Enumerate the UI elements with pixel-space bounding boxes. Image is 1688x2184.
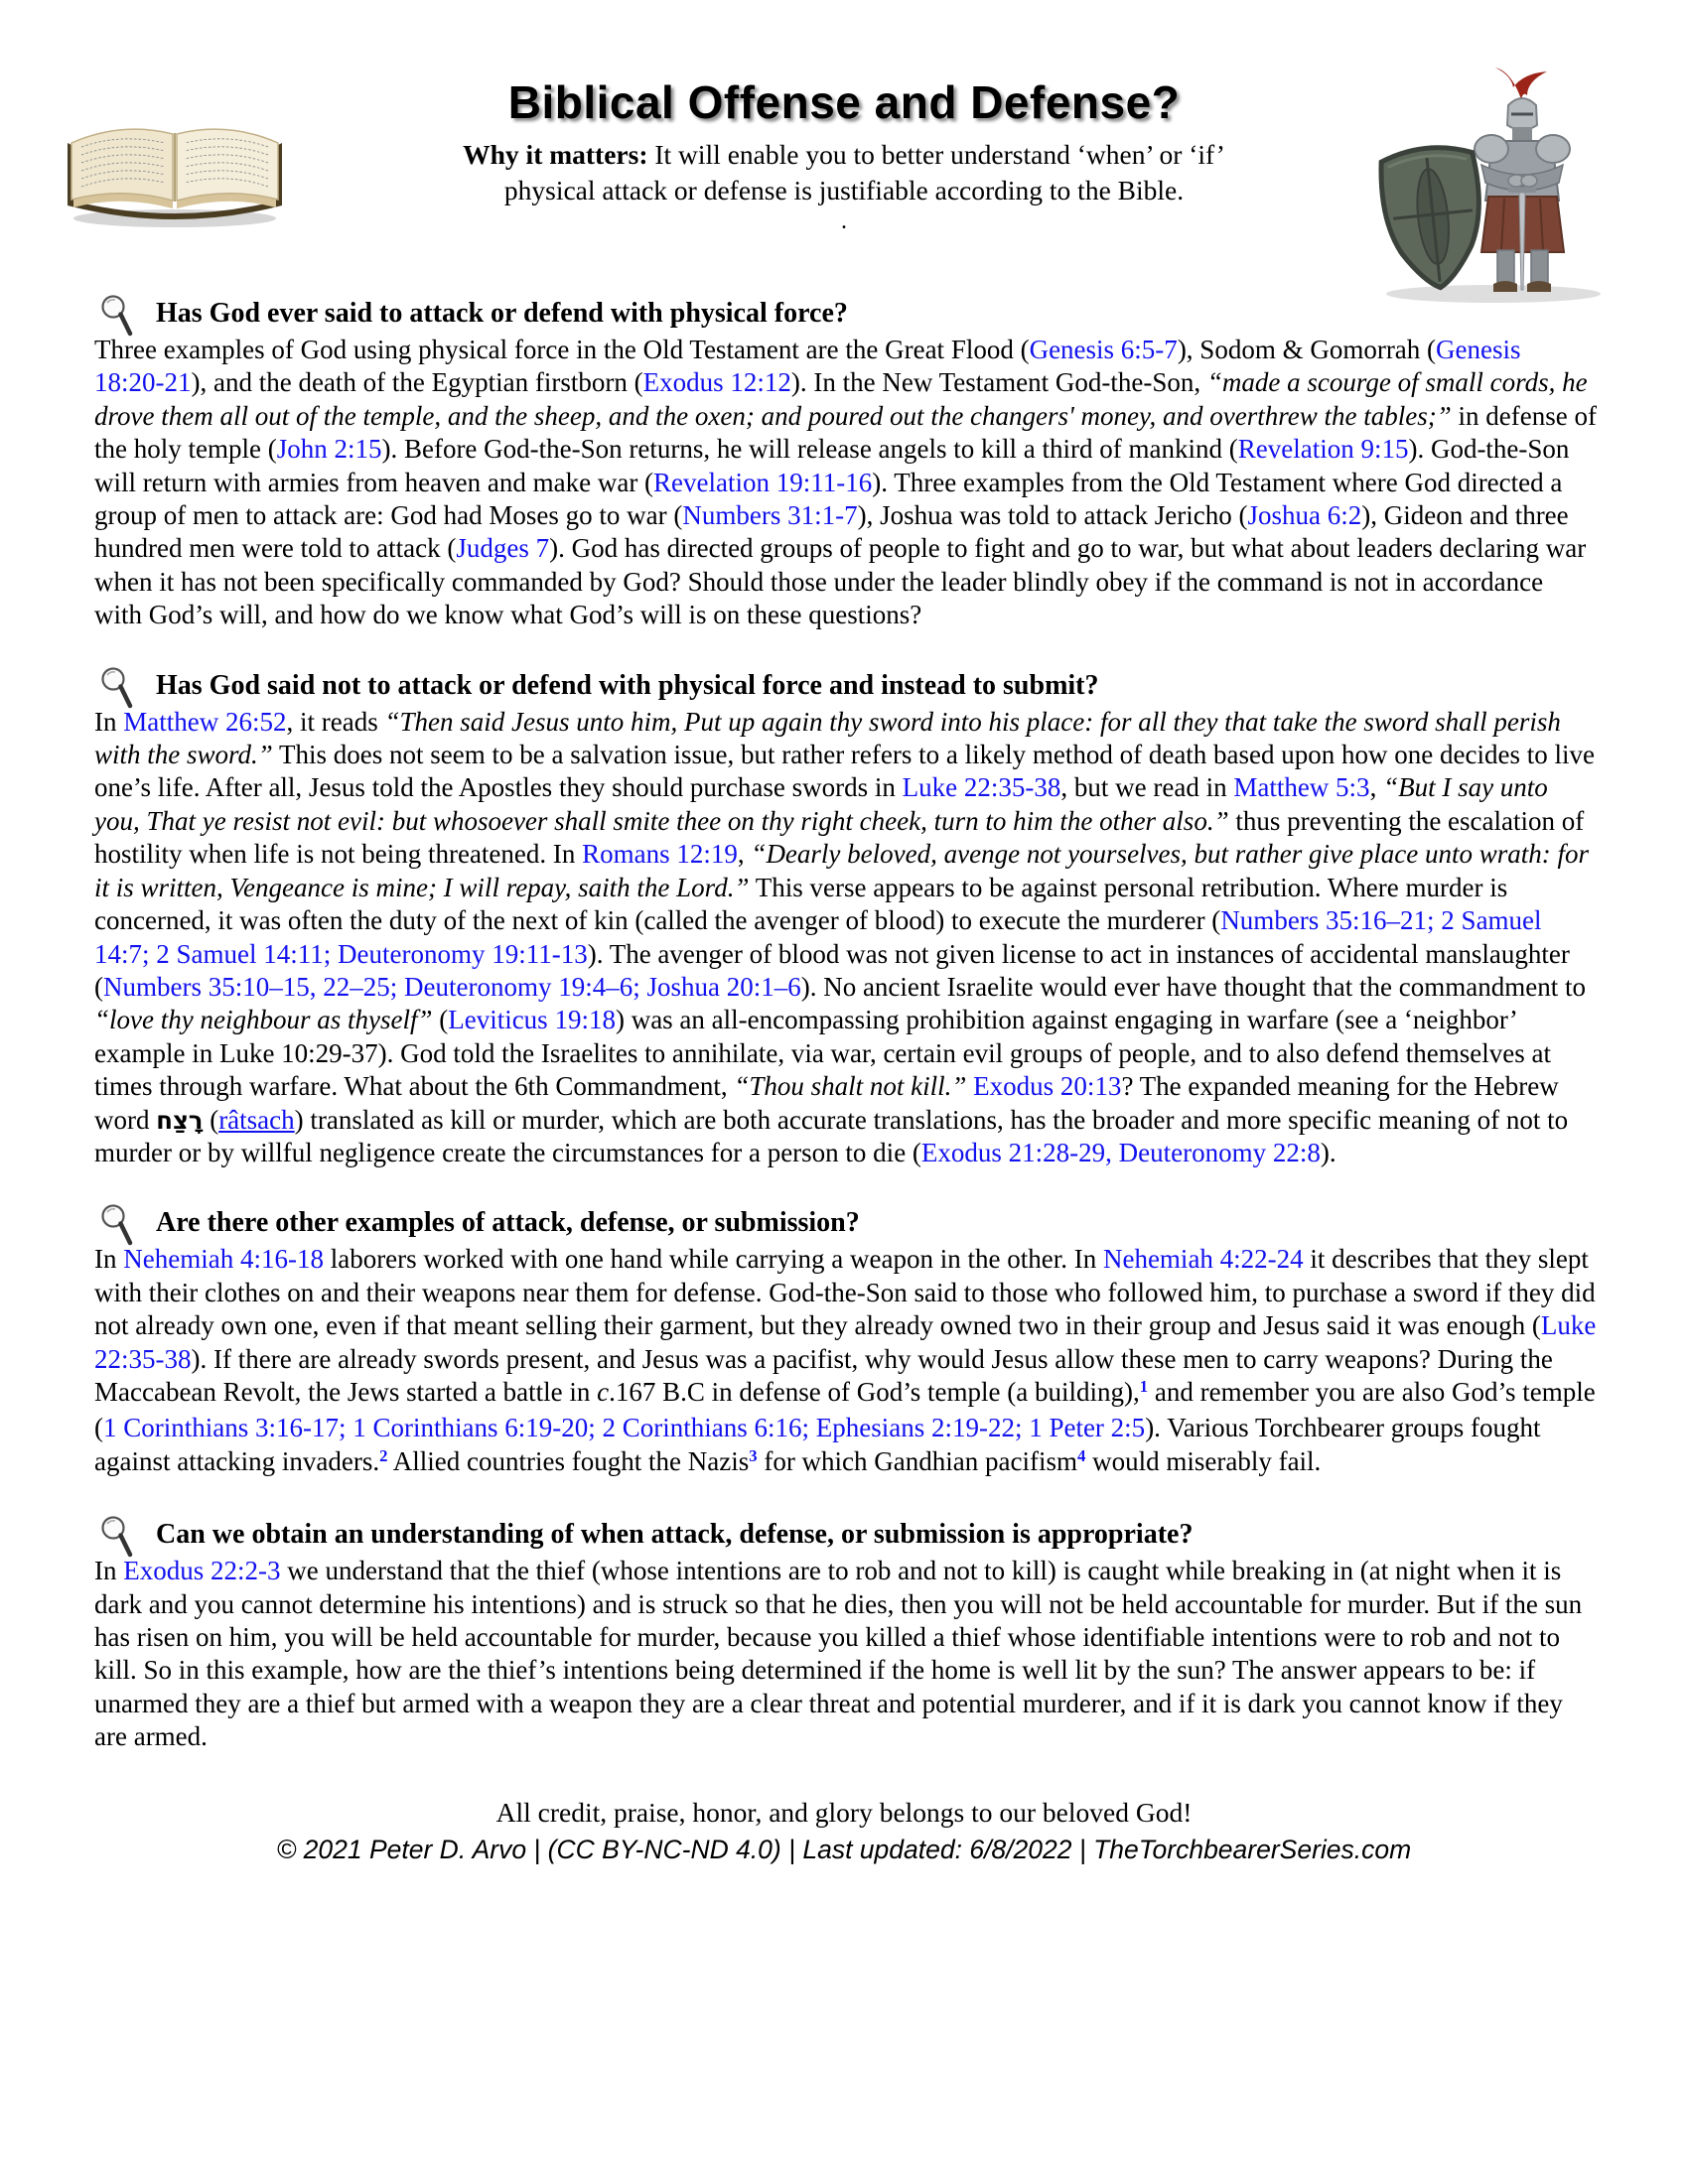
italic-quote-text: “Then said Jesus unto him, Put up again thy sword into his place: for all they that take the sword shall perish with the sword.” [94,706,1561,770]
footer-copyright-line [0,1830,1688,1869]
section-paragraph [94,1243,1597,1481]
paragraph-text: Allied countries fought the Nazis [387,1445,750,1476]
magnifier-icon [100,666,136,722]
scripture-reference-link[interactable]: Exodus 21:28-29, Deuteronomy 22:8 [920,1137,1321,1167]
paragraph-text: | [780,1834,803,1864]
footnote-link[interactable]: 4 [1076,1445,1086,1465]
scripture-reference-link[interactable]: Numbers 35:16–21; 2 Samuel 14:7; 2 Samuel 14:11; Deuteronomy 19:11-13 [94,905,1542,969]
paragraph-text: ). God-the-Son will return with armies from heaven and make war ( [94,434,1570,497]
section-paragraph [94,706,1597,1170]
scripture-reference-link[interactable]: Leviticus 19:18 [448,1005,616,1035]
scripture-reference-link[interactable]: Romans 12:19 [582,839,738,870]
section [94,296,1597,632]
scripture-reference-link[interactable]: Matthew 5:3 [1233,772,1370,803]
paragraph-text: ), Gideon and three hundred men were told to attack ( [94,500,1569,564]
paragraph-text: This verse appears to be against personal retribution. Where murder is concerned, it was often the duty of the next of kin (called the avenger of blood) to execute the murderer ( [94,872,1508,936]
scripture-reference-link[interactable]: John 2:15 [276,434,382,465]
paragraph-text: would miserably fail. [1085,1445,1322,1476]
section-heading-text: Are there other examples of attack, defense, or submission? [156,1207,860,1239]
scripture-reference-link[interactable]: Exodus 22:2-3 [123,1556,281,1586]
subtitle-lead-in: Why it matters: [463,139,648,170]
section-heading-text: Has God said not to attack or defend with physical force and instead to submit? [156,669,1099,701]
paragraph-text: ), and the death of the Egyptian firstborn ( [191,367,643,398]
footer [0,1796,1688,1869]
paragraph-text: ). God has directed groups of people to fight and go to war, but what about leaders declaring war when it has not been specifically commanded by God? Should those under the leader blindly obey if the command is not in accordance with God’s will, and how do we know what God’s will is on these questions? [94,533,1587,630]
section [94,1517,1597,1753]
section-heading-text: Can we obtain an understanding of when attack, defense, or submission is appropriate? [156,1519,1194,1551]
italic-quote-text: c [597,1376,610,1407]
subtitle-text: It will enable you to better understand ‘when’ or ‘if’ [647,139,1225,170]
site-link[interactable]: TheTorchbearerSeries.com [1093,1834,1412,1864]
footnote-link[interactable]: 1 [1139,1376,1149,1396]
scripture-reference-link[interactable]: Genesis 6:5-7 [1029,335,1178,364]
magnifier-icon [100,1515,136,1570]
footnote-link[interactable]: 3 [749,1445,758,1465]
paragraph-text: in defense of the holy temple ( [94,400,1597,465]
section [94,1205,1597,1481]
paragraph-text: In [94,1244,124,1275]
magnifier-icon [100,294,136,349]
paragraph-text: This does not seem to be a salvation issue, but rather refers to a likely method of death based upon how one decides to live one’s life. After all, Jesus told the Apostles they should purchase swords in [94,740,1595,803]
scripture-reference-link[interactable]: Luke 22:35-38 [902,772,1061,803]
paragraph-text: In [94,706,124,737]
subtitle-line-2: physical attack or defense is justifiable according to the Bible. [503,175,1185,205]
italic-quote-text: “love thy neighbour as thyself” [94,1005,433,1035]
scripture-reference-link[interactable]: Nehemiah 4:16-18 [123,1244,324,1275]
scripture-reference-link[interactable]: Revelation 19:11-16 [653,467,873,497]
paragraph-text: ( [203,1104,219,1135]
paragraph-text: , [1369,772,1384,803]
paragraph-text: © 2021 Peter D. Arvo [276,1834,534,1864]
scripture-reference-link[interactable]: Revelation 9:15 [1237,434,1409,465]
page-title: Biblical Offense and Defense? [507,76,1181,128]
paragraph-text: ). Before God-the-Son returns, he will release angels to kill a third of mankind ( [381,434,1238,465]
open-book-illustration [60,105,290,232]
paragraph-text: ). Various Torchbearer groups fought against attacking invaders. [94,1413,1541,1476]
section-heading-text: Has God ever said to attack or defend with physical force? [156,298,848,329]
scripture-reference-link[interactable]: Numbers 35:10–15, 22–25; Deuteronomy 19:4–6; Joshua 20:1–6 [103,971,801,1002]
paragraph-text: ), Joshua was told to attack Jericho ( [857,500,1248,531]
magnifier-icon [100,1203,136,1259]
open-book-image [60,105,290,232]
paragraph-text: , but we read in [1060,772,1234,803]
paragraph-text: we understand that the thief (whose intentions are to rob and not to kill) is caught while breaking in (at night when it is dark and you cannot determine his intentions) and is struck so that he dies, then you will not be held accountable for murder. But if the sun has risen on him, you will be held accountable for murder, because you killed a thief whose identifiable intentions were to rob and not to kill. So in this example, how are the thief’s intentions being determined if the home is well lit by the sun? The answer appears to be: if unarmed they are a thief but armed with a weapon they are a clear threat and potential murderer, and if it is dark you cannot know if they are armed. [94,1556,1583,1752]
paragraph-text: ). The avenger of blood was not given license to act in instances of accidental manslaughter ( [94,938,1570,1002]
scripture-reference-link[interactable]: Joshua 6:2 [1247,500,1362,531]
footnote-link[interactable]: 2 [379,1445,388,1465]
paragraph-text: for which Gandhian pacifism [757,1445,1077,1476]
section-heading [94,1517,1597,1553]
section-paragraph [94,1555,1597,1753]
section-heading [94,668,1597,704]
subtitle-dot: . [841,208,847,234]
scripture-reference-link[interactable]: Genesis 18:20-21 [94,335,1521,398]
paragraph-text: ). No ancient Israelite would ever have thought that the commandment to [800,971,1586,1002]
paragraph-text: thus preventing the escalation of hostility when life is not being threatened. In [94,805,1585,870]
paragraph-text: ), Sodom & Gomorrah ( [1177,335,1437,364]
paragraph-text: ). [1320,1137,1336,1167]
content [94,296,1597,1754]
paragraph-text: Three examples of God using physical force in the Old Testament are the Great Flood ( [94,335,1030,364]
paragraph-text: laborers worked with one hand while carrying a weapon in the other. In [323,1244,1103,1275]
scripture-reference-link[interactable]: Luke 22:35-38 [94,1310,1597,1374]
paragraph-text: and remember you are also God’s temple ( [94,1376,1596,1443]
knight-illustration [1372,66,1626,306]
scripture-reference-link[interactable]: Numbers 31:1-7 [682,500,858,531]
paragraph-text: ? The expanded meaning for the Hebrew word [94,1071,1559,1135]
scripture-reference-link[interactable]: Exodus 20:13 [973,1071,1122,1102]
section-heading [94,296,1597,332]
paragraph-text: , [737,839,752,870]
section-paragraph [94,334,1597,632]
cc-license-link[interactable]: (CC BY-NC-ND 4.0) [547,1834,781,1864]
scripture-reference-link[interactable]: 1 Corinthians 3:16-17; 1 Corinthians 6:19-20; 2 Corinthians 6:16; Ephesians 2:19-22; 1 Peter 2:5 [103,1413,1146,1443]
italic-quote-text: “But I say unto you, That ye resist not evil: but whosoever shall smite thee on thy right cheek, turn to him the other also.” [94,772,1548,836]
paragraph-text: it describes that they slept with their clothes on and their weapons near them for defense. God-the-Son said to those who followed him, to purchase a sword if they did not already own one, even if that meant selling their garment, but they already owned two in their group and Jesus said it was enough ( [94,1244,1596,1341]
knight-with-shield-image [1372,66,1626,306]
scripture-reference-link[interactable]: Nehemiah 4:22-24 [1102,1244,1304,1275]
paragraph-text: | [533,1834,548,1864]
paragraph-text: ( [432,1005,449,1035]
paragraph-text: ). If there are already swords present, and Jesus was a pacifist, why would Jesus allow these men to carry weapons? During the Maccabean Revolt, the Jews started a battle in [94,1343,1553,1407]
scripture-reference-link[interactable]: Judges 7 [456,533,550,564]
scripture-reference-link[interactable]: Exodus 12:12 [642,367,791,398]
paragraph-text: | [1071,1834,1094,1864]
paragraph-text: ). Three examples from the Old Testament where God directed a group of men to attack are: God had Moses go to war ( [94,467,1563,531]
paragraph-text: , it reads [286,706,385,737]
paragraph-text: ) was an all-encompassing prohibition against engaging in warfare (see a ‘neighbor’ example in Luke 10:29-37). God told the Israelites to annihilate, via war, certain evil groups of people, and to also defend themselves at times through warfare. What about the 6th Commandment, [94,1005,1551,1102]
paragraph-text: ) translated as kill or murder, which are both accurate translations, has the broader and more specific meaning of not to murder or by willful negligence create the circumstances for a person to die ( [94,1104,1569,1167]
italic-quote-text: “Thou shalt not kill.” [734,1071,967,1102]
section [94,668,1597,1170]
paragraph-text: ). In the New Testament God-the-Son, [790,367,1207,398]
paragraph-text: .167 B.C in defense of God’s temple (a building), [609,1376,1140,1407]
scripture-reference-link[interactable]: Matthew 26:52 [123,706,287,737]
section-heading [94,1205,1597,1241]
paragraph-text: In [94,1556,124,1586]
ratsach-link[interactable]: râtsach [218,1104,295,1135]
italic-quote-text: “Dearly beloved, avenge not yourselves, but rather give place unto wrath: for it is written, Vengeance is mine; I will repay, saith the Lord.” [94,839,1589,902]
paragraph-text: Last updated: 6/8/2022 [802,1834,1072,1864]
italic-quote-text: “made a scourge of small cords, he drove them all out of the temple, and the sheep, and the oxen; and poured out the changers' money, and overthrew the tables;” [94,367,1588,431]
hebrew-word: רָצַח [156,1105,204,1135]
footer-credit-line: All credit, praise, honor, and glory belongs to our beloved God! [495,1796,1193,1828]
